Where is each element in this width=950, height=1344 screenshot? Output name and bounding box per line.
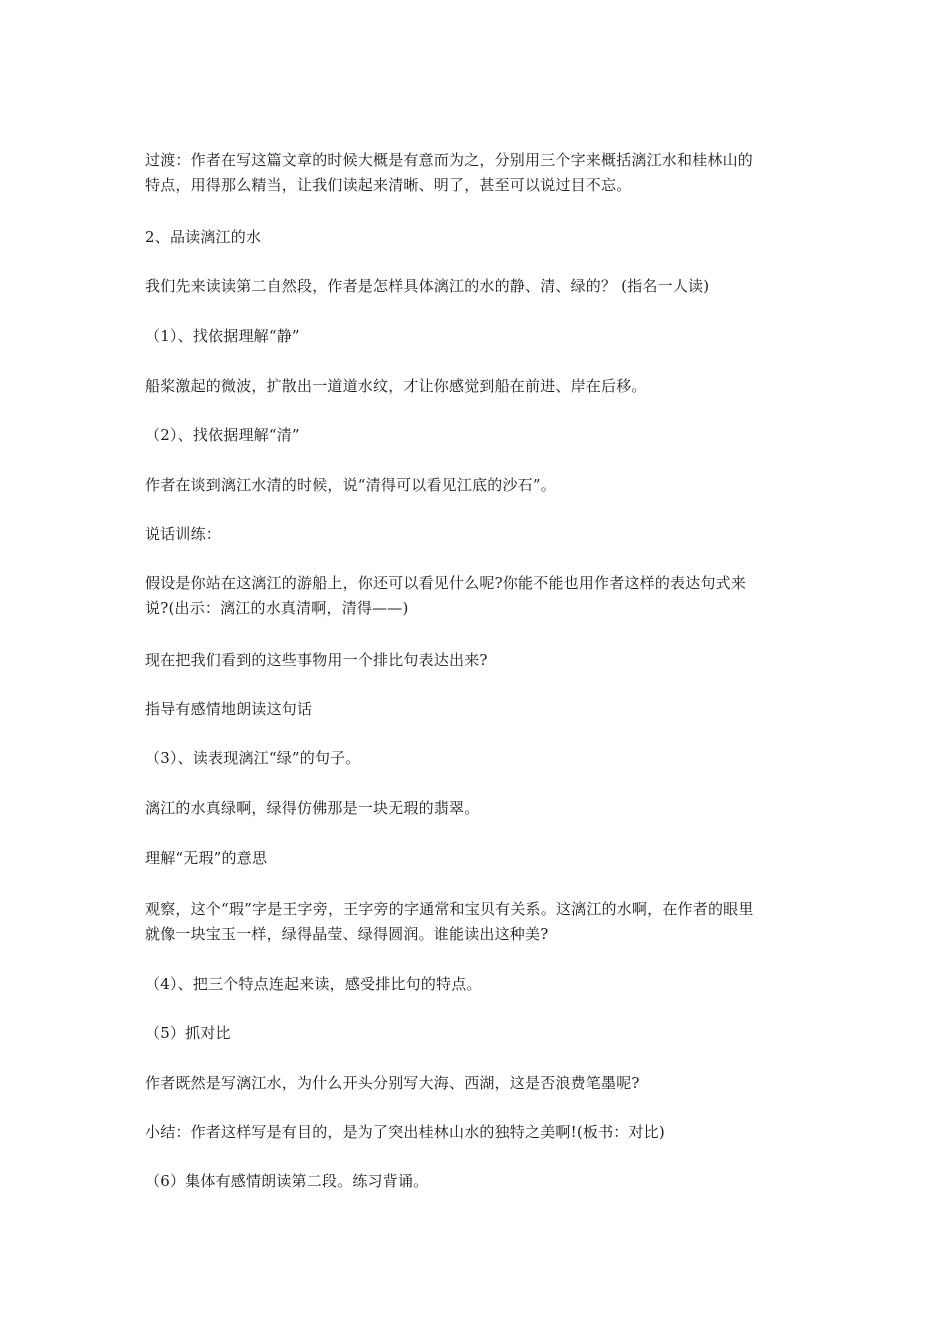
paragraph-guide <box>145 697 815 722</box>
item-heading-3 <box>145 746 815 771</box>
item-heading-2 <box>145 423 815 448</box>
item-heading-1 <box>145 324 815 349</box>
paragraph-item3-text <box>145 796 815 821</box>
text-line: 我们先来读读第二自然段，作者是怎样具体漓江的水的静、清、绿的？ (指名一人读) <box>145 277 710 295</box>
text-line: 指导有感情地朗读这句话 <box>145 700 313 718</box>
text-line: 理解“无瑕”的意思 <box>145 849 268 867</box>
paragraph-item2-text <box>145 473 815 498</box>
paragraph-summary <box>145 1120 815 1145</box>
paragraph-wuxia <box>145 846 815 871</box>
item-heading-5 <box>145 1021 815 1046</box>
text-line: 2、品读漓江的水 <box>145 228 262 246</box>
paragraph-intro <box>145 274 815 299</box>
text-line: 就像一块宝玉一样，绿得晶莹、绿得圆润。谁能读出这种美? <box>145 925 549 943</box>
text-line: 现在把我们看到的这些事物用一个排比句表达出来? <box>145 651 488 669</box>
text-line: （6）集体有感情朗读第二段。练习背诵。 <box>145 1172 429 1190</box>
text-line: 说话训练： <box>145 525 222 543</box>
text-line: 作者在谈到漓江水清的时候，说“清得可以看见江底的沙石”。 <box>145 476 556 494</box>
paragraph-question <box>145 1071 815 1096</box>
text-line: （4）、把三个特点连起来读，感受排比句的特点。 <box>145 975 482 993</box>
item-heading-6 <box>145 1169 815 1194</box>
paragraph-parallel <box>145 648 815 673</box>
text-line: 特点，用得那么精当，让我们读起来清晰、明了，甚至可以说过目不忘。 <box>145 176 632 194</box>
text-line: 说?(出示：漓江的水真清啊，清得——) <box>145 599 409 617</box>
text-line: （3）、读表现漓江“绿”的句子。 <box>145 749 361 767</box>
paragraph-item1-text <box>145 374 815 399</box>
text-line: 观察，这个“瑕”字是王字旁，王字旁的字通常和宝贝有关系。这漓江的水啊，在作者的眼里 <box>145 900 754 918</box>
paragraph-observe <box>145 897 815 947</box>
text-line: 假设是你站在这漓江的游船上，你还可以看见什么呢?你能不能也用作者这样的表达句式来 <box>145 574 747 592</box>
paragraph-suppose <box>145 571 815 621</box>
text-line: 作者既然是写漓江水，为什么开头分别写大海、西湖，这是否浪费笔墨呢? <box>145 1074 640 1092</box>
text-line: （1）、找依据理解“静” <box>145 327 300 345</box>
text-line: 小结：作者这样写是有目的，是为了突出桂林山水的独特之美啊!(板书：对比) <box>145 1123 665 1141</box>
section-heading <box>145 225 815 250</box>
text-line: （2）、找依据理解“清” <box>145 426 300 444</box>
paragraph-transition <box>145 148 815 198</box>
text-line: 漓江的水真绿啊，绿得仿佛那是一块无瑕的翡翠。 <box>145 799 480 817</box>
paragraph-speaking <box>145 522 815 547</box>
text-line: 过渡：作者在写这篇文章的时候大概是有意而为之，分别用三个字来概括漓江水和桂林山的 <box>145 151 754 169</box>
text-line: 船桨激起的微波，扩散出一道道水纹，才让你感觉到船在前进、岸在后移。 <box>145 377 647 395</box>
text-line: （5）抓对比 <box>145 1024 231 1042</box>
item-heading-4 <box>145 972 815 997</box>
